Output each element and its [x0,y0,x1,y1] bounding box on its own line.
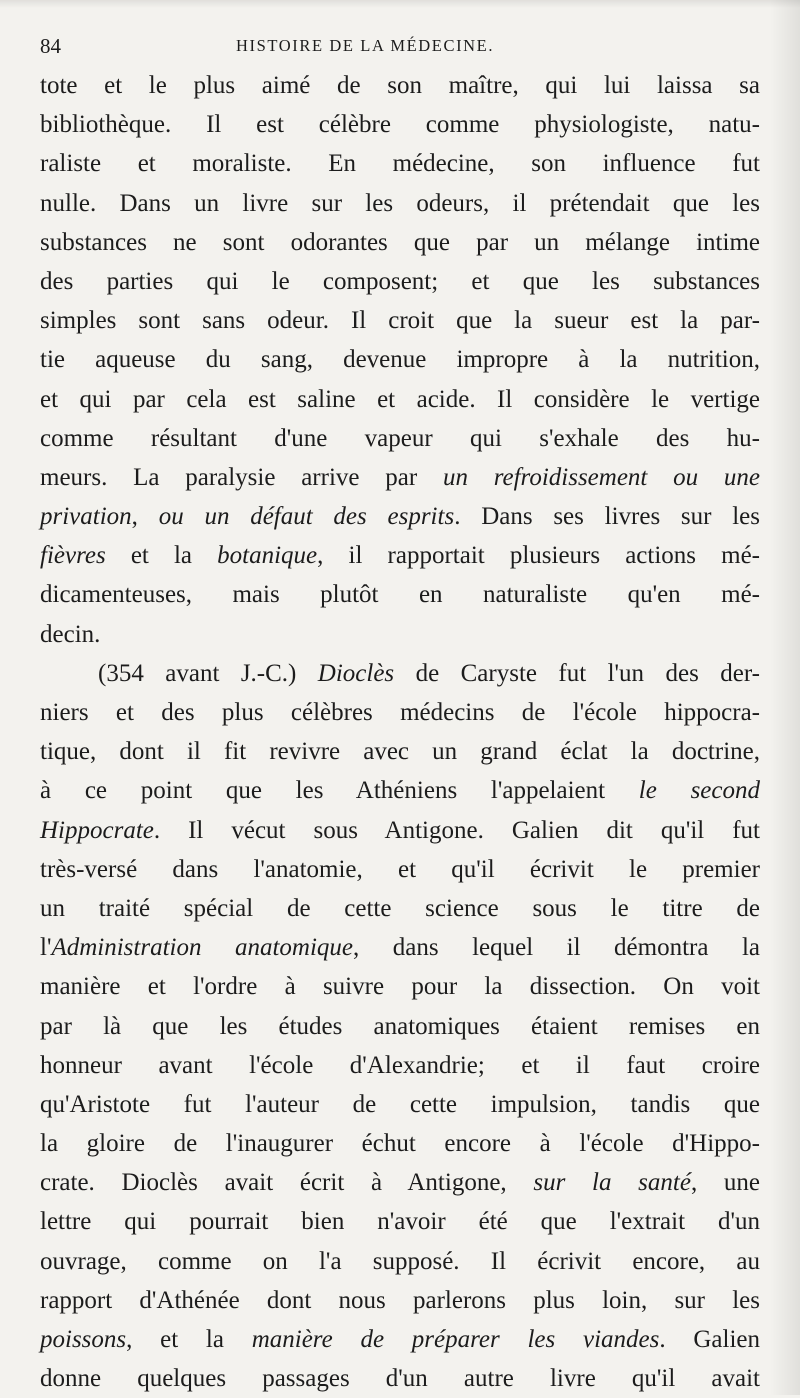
text-run: l' [40,934,52,962]
text-line [40,615,760,654]
text-line [40,419,760,458]
text-run: , dans lequel il démontra la [353,934,760,962]
text-line [40,380,760,419]
text-line [40,1359,760,1398]
text-line [40,967,760,1006]
italic-text: manière de préparer les viandes [251,1326,660,1353]
text-run: à ce point que les Athéniens l'appelaient [40,777,639,805]
italic-text: un refroidissement ou une [442,463,760,491]
italic-text: botanique [217,542,318,570]
text-run: tote et le plus aimé de son maître, qui lui laissa sa [40,72,760,99]
text-run: par là que les études anatomiques étaient remises en [40,1012,760,1040]
text-run: . Il vécut sous Antigone. Galien dit qu'il fut [153,816,760,844]
italic-text: Hippocrate [40,816,154,844]
text-run: , il rapportait plusieurs actions mé- [317,542,760,570]
text-line [40,340,760,379]
text-line [40,1046,760,1085]
italic-text: poissons [40,1326,127,1353]
text-run: manière et l'ordre à suivre pour la dissection. On voit [40,973,760,1001]
text-line [40,693,760,732]
text-run: . Galien [659,1326,760,1353]
text-line [40,928,760,967]
text-run: et qui par cela est saline et acide. Il considère le vertige [40,385,760,413]
text-line [40,1124,760,1163]
page-number: 84 [40,34,61,58]
text-line [40,1085,760,1124]
text-run: bibliothèque. Il est célèbre comme physiologiste, natu- [40,111,760,139]
text-run: honneur avant l'école d'Alexandrie; et il faut croire [40,1051,760,1079]
text-run: qu'Aristote fut l'auteur de cette impulsion, tandis que [40,1090,760,1118]
text-run: rapport d'Athénée dont nous parlerons plus loin, sur les [40,1286,760,1314]
text-line [40,1281,760,1320]
text-run: , [131,503,159,531]
italic-text: Administration anatomique [51,934,354,962]
text-run: raliste et moraliste. En médecine, son influence fut [40,150,760,178]
text-run: ouvrage, comme on l'a supposé. Il écrivit encore, au [40,1247,760,1275]
text-line [40,1202,760,1241]
text-run: substances ne sont odorantes que par un mélange intime [40,228,760,256]
italic-text: le second [638,777,760,805]
text-run: dicamenteuses, mais plutôt en naturaliste qu'en mé- [40,581,760,609]
text-run: simples sont sans odeur. Il croit que la sueur est la par- [40,307,760,335]
text-line [40,105,760,144]
text-run: un traité spécial de cette science sous le titre de [40,894,760,922]
text-line [40,536,760,575]
text-line [40,262,760,301]
italic-text: ou un défaut des esprits [158,503,455,531]
text-run: , une [690,1169,760,1197]
text-run: comme résultant d'une vapeur qui s'exhale des hu- [40,424,760,452]
text-line [40,654,760,693]
body-text [40,66,760,1398]
text-run: nulle. Dans un livre sur les odeurs, il prétendait que les [40,189,760,217]
text-line [40,771,760,810]
text-run: lettre qui pourrait bien n'avoir été que l'extrait d'un [40,1208,760,1236]
text-line [40,1320,760,1359]
text-run: (354 avant J.-C.) [98,659,318,687]
text-line [40,811,760,850]
text-run: la gloire de l'inaugurer échut encore à l'école d'Hippo- [40,1130,760,1158]
text-run: et la [105,542,218,570]
text-run: crate. Dioclès avait écrit à Antigone, [40,1169,534,1197]
text-run: decin. [40,620,101,648]
running-head [40,30,760,60]
text-run: . Dans ses livres sur les [454,503,760,531]
page-top-edge [0,0,800,8]
text-run: de Caryste fut l'un des der- [394,659,760,687]
text-run: meurs. La paralysie arrive par [40,463,443,491]
italic-text: Dioclès [317,659,395,687]
running-title: HISTOIRE DE LA MÉDECINE. [236,36,495,55]
text-line [40,1242,760,1281]
text-line [40,497,760,536]
text-run: niers et des plus célèbres médecins de l'école hippocra- [40,699,760,726]
italic-text: sur la santé [533,1169,691,1197]
italic-text: fièvres [40,542,106,570]
text-line [40,1007,760,1046]
italic-text: privation [40,503,132,531]
text-line [40,458,760,497]
text-run: des parties qui le composent; et que les substances [40,267,760,295]
text-line [40,301,760,340]
text-line [40,575,760,614]
text-line [40,223,760,262]
page-edge-shadow [770,0,800,1395]
text-run: , et la [126,1326,252,1353]
text-run: tique, dont il fit revivre avec un grand éclat la doctrine, [40,738,760,766]
text-line [40,889,760,928]
text-run: tie aqueuse du sang, devenue impropre à la nutrition, [40,346,760,374]
text-line [40,850,760,889]
text-line [40,144,760,183]
text-run: très-versé dans l'anatomie, et qu'il écrivit le premier [40,855,760,883]
text-line [40,66,760,105]
text-line [40,184,760,223]
text-line [40,1163,760,1202]
text-run: donne quelques passages d'un autre livre qu'il avait [40,1365,760,1393]
text-line [40,732,760,771]
